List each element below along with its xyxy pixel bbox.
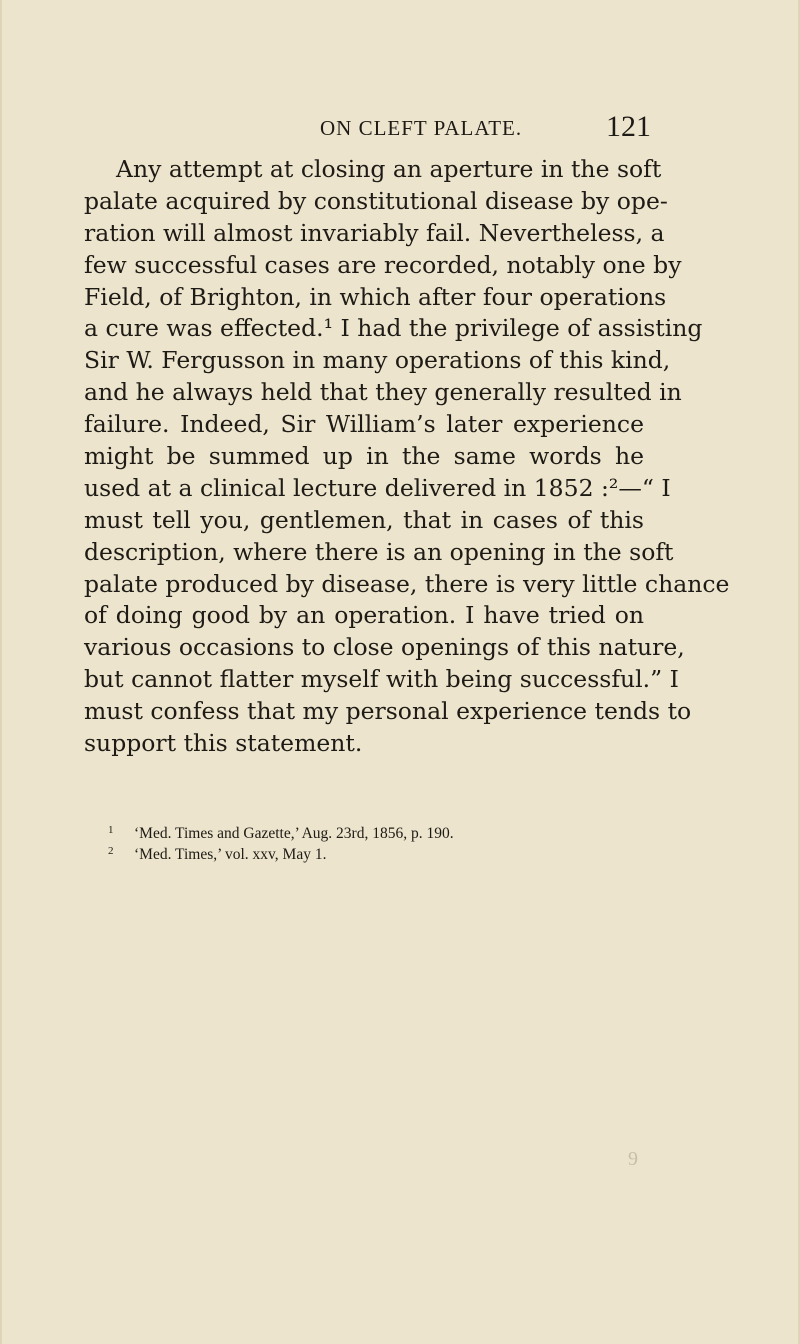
footnote-text: ‘Med. Times,’ vol. xxv, May 1.: [134, 846, 327, 863]
footnote-1: [108, 820, 628, 841]
text-line: Sir W. Fergusson in many operations of this kind,: [84, 346, 671, 375]
text-line: palate acquired by constitutional disease by ope-: [84, 186, 668, 215]
text-line: of doing good by an operation. I have tried on: [84, 601, 644, 630]
text-line: few successful cases are recorded, notably one by: [84, 250, 682, 279]
text-line: but cannot flatter myself with being successful.” I: [84, 665, 679, 694]
text-line: support this statement.: [84, 729, 363, 758]
text-line: and he always held that they generally resulted in: [84, 378, 682, 407]
text-line: used at a clinical lecture delivered in 1852 :²—“ I: [84, 473, 671, 502]
text-line: ration will almost invariably fail. Nevertheless, a: [84, 218, 665, 247]
page-edge-left: [0, 0, 2, 1344]
footnote-marker: 1: [108, 824, 114, 836]
footnote-text: ‘Med. Times and Gazette,’ Aug. 23rd, 1856, p. 190.: [134, 825, 454, 842]
page-number: 121: [606, 110, 651, 143]
text-line: palate produced by disease, there is very little chance: [84, 569, 730, 598]
text-line: description, where there is an opening in the soft: [84, 537, 674, 566]
footnote-marker: 2: [108, 845, 114, 857]
text-line: Field, of Brighton, in which after four operations: [84, 282, 667, 311]
text-line: a cure was effected.¹ I had the privilege of assisting: [84, 314, 703, 343]
page-header: [0, 110, 800, 146]
running-title: ON CLEFT PALATE.: [320, 116, 523, 140]
footnote-2: [108, 841, 628, 862]
text-line: various occasions to close openings of this nature,: [84, 633, 685, 662]
text-line: failure. Indeed, Sir William’s later experience: [84, 410, 644, 439]
text-line: might be summed up in the same words he: [84, 442, 644, 471]
text-line: must confess that my personal experience tends to: [84, 697, 692, 726]
signature-mark: 9: [628, 1148, 638, 1170]
footnotes: [108, 820, 628, 862]
body-text: [84, 154, 730, 760]
text-line: Any attempt at closing an aperture in the soft: [116, 155, 662, 183]
text-line: must tell you, gentlemen, that in cases of this: [84, 505, 644, 534]
